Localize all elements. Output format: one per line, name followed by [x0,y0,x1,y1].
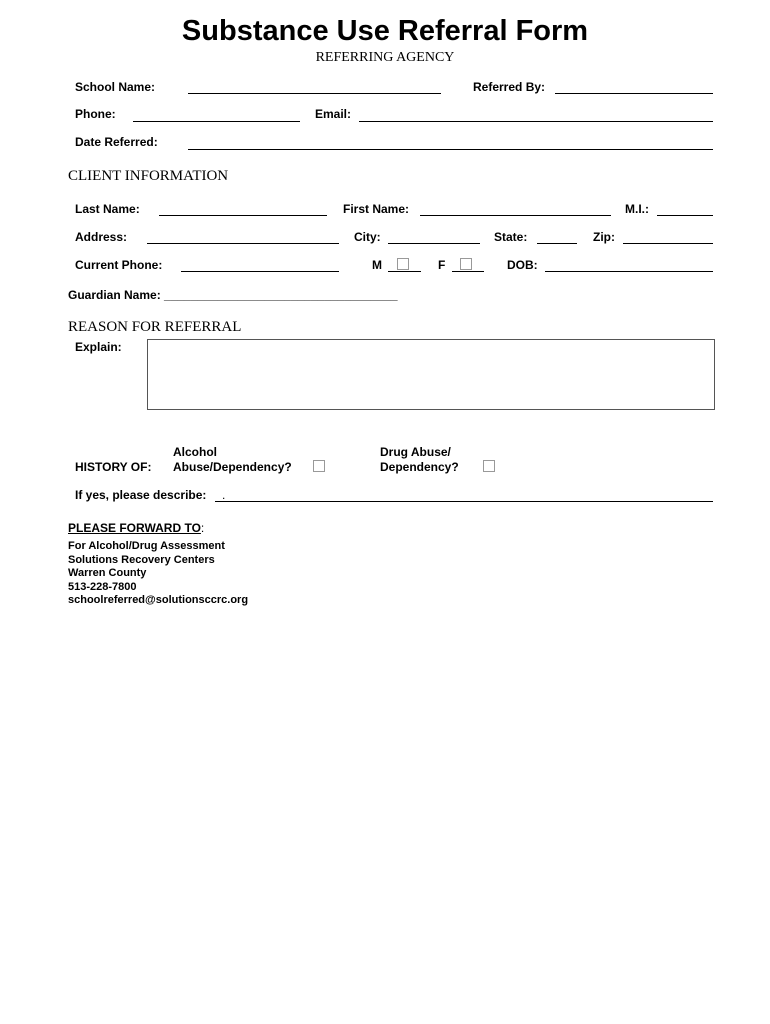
email-label: Email: [315,107,352,121]
describe-field[interactable] [215,501,713,502]
first-name-field[interactable] [420,215,611,216]
dob-field[interactable] [545,271,713,272]
city-label: City: [354,230,381,244]
guardian-name-label[interactable]: Guardian Name: ___________________________________ [68,288,398,302]
address-label: Address: [75,230,128,244]
explain-label: Explain: [75,340,122,354]
drug-checkbox[interactable] [483,460,495,472]
email-field[interactable] [359,121,713,122]
forward-line: Warren County [68,567,147,579]
mi-field[interactable] [657,215,713,216]
mi-label: M.I.: [625,202,649,216]
forward-heading-text: PLEASE FORWARD TO [68,521,201,535]
history-of-label: HISTORY OF: [75,460,152,474]
male-checkbox[interactable] [397,258,409,270]
school-name-field[interactable] [188,93,441,94]
female-label: F [438,258,446,272]
male-underline [388,271,421,272]
zip-label: Zip: [593,230,615,244]
phone-field[interactable] [133,121,300,122]
dob-label: DOB: [507,258,538,272]
female-underline [452,271,484,272]
forward-heading [68,521,204,535]
drug-label-line1: Drug Abuse/ [380,445,451,459]
date-referred-label: Date Referred: [75,135,158,149]
referred-by-label: Referred By: [473,80,546,94]
current-phone-field[interactable] [181,271,339,272]
referring-agency-heading: REFERRING AGENCY [315,50,455,65]
alcohol-checkbox[interactable] [313,460,325,472]
current-phone-label: Current Phone: [75,258,163,272]
referred-by-field[interactable] [555,93,713,94]
date-referred-field[interactable] [188,149,713,150]
alcohol-label-line2: Abuse/Dependency? [173,460,292,474]
state-label: State: [494,230,528,244]
alcohol-label-line1: Alcohol [173,445,217,459]
forward-address-block [68,540,248,608]
zip-field[interactable] [623,243,713,244]
first-name-label: First Name: [343,202,410,216]
describe-value: . [222,488,226,502]
last-name-field[interactable] [159,215,327,216]
forward-line: For Alcohol/Drug Assessment [68,540,225,552]
forward-line: Solutions Recovery Centers [68,553,215,566]
reason-for-referral-heading: REASON FOR REFERRAL [68,319,242,335]
forward-phone: 513-228-7800 [68,580,137,593]
form-title: Substance Use Referral Form [181,15,589,47]
school-name-label: School Name: [75,80,156,94]
phone-label: Phone: [75,107,116,121]
forward-email[interactable]: schoolreferred@solutionsccrc.org [68,594,249,606]
drug-label-line2: Dependency? [380,460,459,474]
city-field[interactable] [388,243,480,244]
forward-heading-colon: : [200,521,205,535]
describe-label: If yes, please describe: [75,488,207,502]
last-name-label: Last Name: [75,202,140,216]
client-information-heading: CLIENT INFORMATION [68,168,229,184]
address-field[interactable] [147,243,339,244]
state-field[interactable] [537,243,577,244]
explain-textarea[interactable] [147,339,715,410]
female-checkbox[interactable] [460,258,472,270]
male-label: M [372,258,382,272]
